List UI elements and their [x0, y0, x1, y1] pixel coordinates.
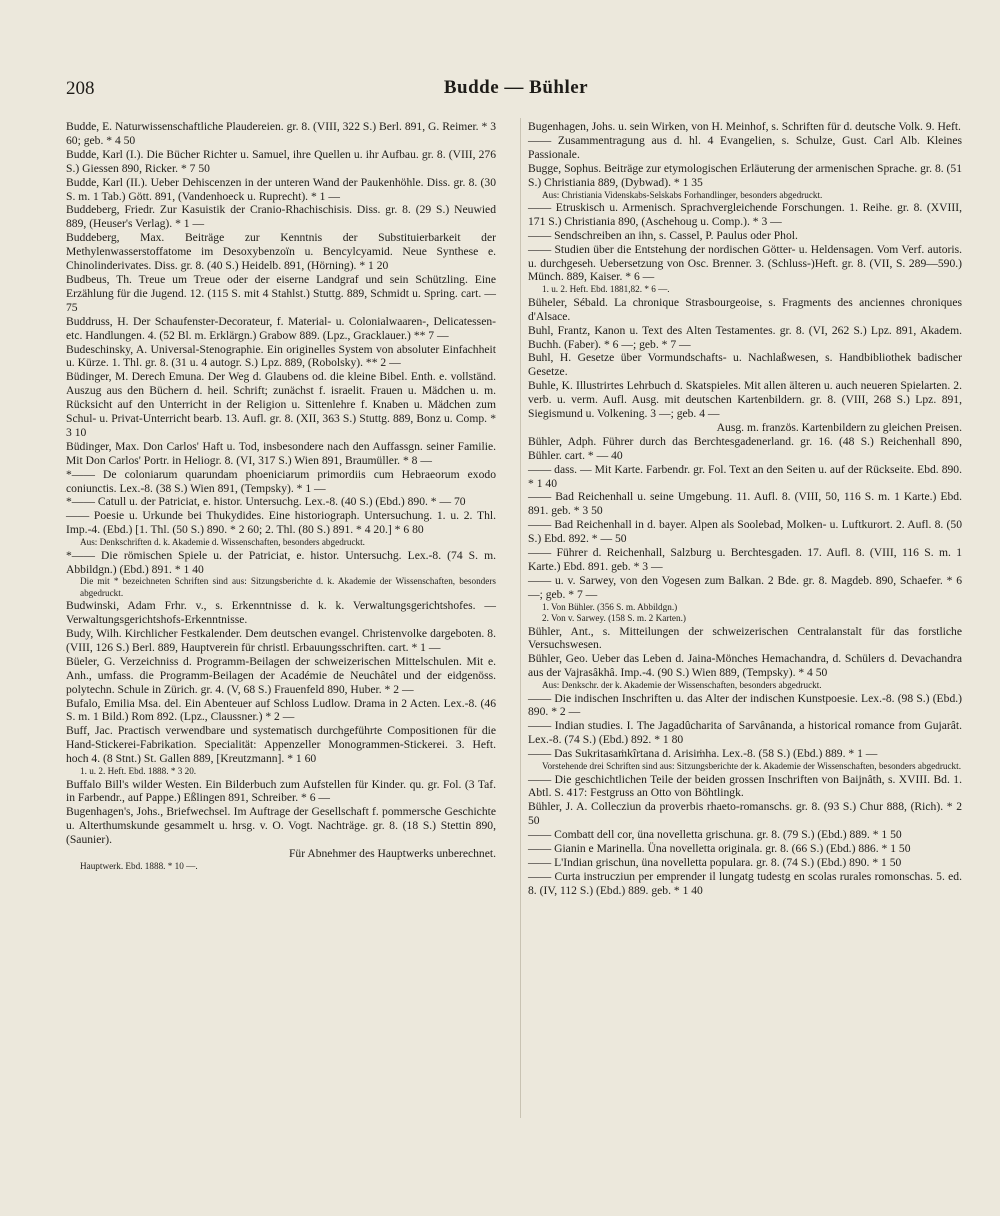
bibliography-entry: —— Combatt dell cor, üna novelletta grischuna. gr. 8. (79 S.) (Ebd.) 889. * 1 50	[528, 828, 902, 842]
entry-note: 1. Von Bühler. (356 S. m. Abbildgn.)	[542, 601, 678, 612]
bibliography-entry: —— Bad Reichenhall in d. bayer. Alpen als Soolebad, Molken- u. Luftkurort. 2. Aufl. 8. (50 S.) Ebd. 892. * — 50	[528, 518, 962, 546]
bibliography-entry: —— Bad Reichenhall u. seine Umgebung. 11. Aufl. 8. (VIII, 50, 116 S. m. 1 Karte.) Ebd. 891. geb. * 3 50	[528, 490, 962, 518]
entry-note: Aus: Denkschriften d. k. Akademie d. Wissenschaften, besonders abgedruckt.	[80, 537, 365, 548]
left-column	[66, 120, 496, 872]
page-header	[66, 78, 966, 106]
bibliography-entry: *—— De coloniarum quarundam phoeniciarum primordiis cum Hebraeorum exodo coniunctis. Lex.-8. (38 S.) Wien 891, (Tempsky). * 1 —	[66, 467, 496, 495]
bibliography-entry: Budwinski, Adam Frhr. v., s. Erkenntnisse d. k. k. Verwaltungsgerichtshofes. — Verwaltungsgerichtshofs-Erkenntnisse.	[66, 599, 496, 627]
bibliography-entry: —— dass. — Mit Karte. Farbendr. gr. Fol. Text an den Seiten u. auf der Rückseite. Ebd. 890. * 1 40	[528, 462, 962, 490]
bibliography-entry: Büdinger, M. Derech Emuna. Der Weg d. Glaubens od. die kleine Bibel. Enth. e. vollständ. Auszug aus den Büchern d. heil. Schrift; zunächst f. israelit. Frauen u. Mädchen u. m. Rücksicht auf den Unterricht in der Religion u. Sittenlehre f. Knaben u. Mädchen zum Schul- u. Privat-Unterricht bearb. 13. Aufl. gr. 8. (XII, 363 S.) Stuttg. 889, Bonz u. Comp. * 3 10	[66, 370, 496, 439]
bibliography-entry: Buddruss, H. Der Schaufenster-Decorateur, f. Material- u. Colonialwaaren-, Delicatessen- etc. Handlungen. 4. (52 Bl. m. Erklärgn.) Grabow 889. (Lpz., Gracklauer.) ** 7 —	[66, 314, 496, 342]
bibliography-entry: Budbeus, Th. Treue um Treue oder der eiserne Landgraf und sein Schützling. Eine Erzählung für die Jugend. 12. (115 S. mit 4 Stahlst.) Stuttg. 889, Schmidt u. Spring. cart. — 75	[66, 272, 496, 314]
column-divider	[520, 118, 521, 1118]
bibliography-entry: Bugenhagen's, Johs., Briefwechsel. Im Auftrage der Gesellschaft f. pommersche Geschichte u. Alterthumskunde gesammelt u. hrsg. v. O. Vogt. Nachträge. gr. 8. (18 S.) Stettin 890, (Saunier).	[66, 805, 496, 847]
bibliography-entry: Budde, E. Naturwissenschaftliche Plaudereien. gr. 8. (VIII, 322 S.) Berl. 891, G. Reimer. * 3 60; geb. * 4 50	[66, 120, 496, 147]
bibliography-entry: Bühler, J. A. Collecziun da proverbis rhaeto-romanschs. gr. 8. (93 S.) Chur 888, (Rich). * 2 50	[528, 800, 962, 828]
bibliography-entry: —— L'Indian grischun, üna novelletta populara. gr. 8. (74 S.) (Ebd.) 890. * 1 50	[528, 855, 902, 869]
bibliography-entry: Buhl, H. Gesetze über Vormundschafts- u. Nachlaßwesen, s. Handbibliothek badischer Gesetze.	[528, 351, 962, 379]
bibliography-entry: Bühler, Ant., s. Mitteilungen der schweizerischen Centralanstalt für das forstliche Versuchswesen.	[528, 624, 962, 652]
entry-note: Vorstehende drei Schriften sind aus: Sitzungsberichte der k. Akademie der Wissenschaften, besonders abgedruckt.	[542, 761, 961, 772]
bibliography-entry: —— Zusammentragung aus d. hl. 4 Evangelien, s. Schulze, Gust. Carl Alb. Kleines Passionale.	[528, 133, 962, 161]
entry-note: 1. u. 2. Heft. Ebd. 1888. * 3 20.	[80, 766, 197, 777]
entry-note: Aus: Christiania Videnskabs-Selskabs Forhandlinger, besonders abgedruckt.	[542, 189, 823, 200]
bibliography-entry: Büdinger, Max. Don Carlos' Haft u. Tod, insbesondere nach den Auffassgn. seiner Familie. Mit Don Carlos' Portr. in Heliogr. 8. (VI, 317 S.) Wien 891, Braumüller. * 8 —	[66, 439, 496, 467]
bibliography-entry: Buddeberg, Max. Beiträge zur Kenntnis der Substituierbarkeit der Methylenwasserstoffatome im Desoxybenzoïn u. Bencylcyamid. Neue Synthese e. Chinolinderivates. Diss. gr. 8. (40 S.) Heidelb. 891, (Hörning). * 1 20	[66, 231, 496, 273]
bibliography-entry: Bugge, Sophus. Beiträge zur etymologischen Erläuterung der armenischen Sprache. gr. 8. (51 S.) Christiania 889, (Dybwad). * 1 35	[528, 161, 963, 189]
bibliography-entry: —— Sendschreiben an ihn, s. Cassel, P. Paulus oder Phol.	[528, 228, 798, 242]
bibliography-entry: —— Die geschichtlichen Teile der beiden grossen Inschriften von Baijnâth, s. XVIII. Bd. 1. Abtl. S. 417: Festgruss an Otto von Böhtlingk.	[528, 772, 962, 800]
entry-remark: Ausg. m. französ. Kartenbildern zu gleichen Preisen.	[716, 420, 962, 434]
bibliography-entry: —— Gianin e Marinella. Üna novelletta originala. gr. 8. (66 S.) (Ebd.) 886. * 1 50	[528, 842, 911, 856]
entry-note: 1. u. 2. Heft. Ebd. 1881,82. * 6 —.	[542, 284, 670, 295]
bibliography-entry: Buffalo Bill's wilder Westen. Ein Bilderbuch zum Aufstellen für Kinder. qu. gr. Fol. (3 Taf. in Farbendr., auf Pappe.) Eßlingen 891, Schreiber. * 6 —	[66, 777, 496, 805]
running-head: Budde — Bühler	[443, 77, 589, 98]
entry-note: Aus: Denkschr. der k. Akademie der Wissenschaften, besonders abgedruckt.	[542, 680, 822, 691]
entry-remark: Für Abnehmer des Hauptwerks unberechnet.	[288, 847, 496, 861]
bibliography-entry: Büheler, Sébald. La chronique Strasbourgeoise, s. Fragments des anciennes chroniques d'Alsace.	[528, 295, 962, 323]
bibliography-entry: Buff, Jac. Practisch verwendbare und systematisch durchgeführte Compositionen für die Hand-Stickerei-Fabrikation. Specialität: Appenzeller Monogrammen-Stickerei. 3. Heft. hoch 4. (8 Stnt.) St. Gallen 889, [Kreutzmann]. * 1 60	[66, 724, 496, 766]
bibliography-entry: Buddeberg, Friedr. Zur Kasuistik der Cranio-Rhachischisis. Diss. gr. 8. (29 S.) Neuwied 889, (Heuser's Verlag). * 1 —	[66, 203, 496, 231]
bibliography-entry: Bühler, Adph. Führer durch das Berchtesgadenerland. gr. 16. (48 S.) Reichenhall 890, Bühler. cart. * — 40	[528, 434, 962, 462]
bibliography-entry: Bühler, Geo. Ueber das Leben d. Jaina-Mönches Hemachandra, d. Schülers d. Devachandra aus der Vajrasâkhâ. Imp.-4. (90 S.) Wien 889, (Tempsky). * 4 50	[528, 652, 962, 680]
bibliography-entry: Bufalo, Emilia Msa. del. Ein Abenteuer auf Schloss Ludlow. Drama in 2 Acten. Lex.-8. (46 S. m. 1 Bild.) Rom 892. (Lpz., Claussner.) * 2 —	[66, 696, 496, 724]
bibliography-entry: —— Studien über die Entstehung der nordischen Götter- u. Heldensagen. Vom Verf. autoris. u. durchgeseh. Uebersetzung von Osc. Brenner. 3. (Schluss-)Heft. gr. 8. (VII, S. 289—590.) Münch. 889, Kaiser. * 6 —	[528, 242, 962, 284]
entry-note: Die mit * bezeichneten Schriften sind aus: Sitzungsberichte d. k. Akademie der Wissenschaften, besonders abgedruckt.	[80, 576, 496, 598]
bibliography-entry: Budeschinsky, A. Universal-Stenographie. Ein originelles System von absoluter Einfachheit u. Kürze. 1. Thl. gr. 8. (31 u. 4 autogr. S.) Lpz. 889, (Robolsky). ** 2 —	[66, 342, 496, 370]
bibliography-entry: —— Poesie u. Urkunde bei Thukydides. Eine historiograph. Untersuchung. 1. u. 2. Thl. Imp.-4. (Ebd.) [1. Thl. (50 S.) 890. * 2 60; 2. Thl. (80 S.) 891. * 4 20.] * 6 80	[66, 509, 496, 537]
bibliography-entry: —— u. v. Sarwey, von den Vogesen zum Balkan. 2 Bde. gr. 8. Magdeb. 890, Schaefer. * 6 —; geb. * 7 —	[528, 573, 962, 601]
bibliography-entry: *—— Die römischen Spiele u. der Patriciat, e. histor. Untersuchg. Lex.-8. (74 S. m. Abbildgn.) (Ebd.) 891. * 1 40	[66, 548, 496, 576]
bibliography-entry: —— Etruskisch u. Armenisch. Sprachvergleichende Forschungen. 1. Reihe. gr. 8. (XVIII, 171 S.) Christiania 890, (Aschehoug u. Comp.). * 3 —	[528, 200, 962, 228]
bibliography-entry: Budde, Karl (II.). Ueber Dehiscenzen in der unteren Wand der Paukenhöhle. Diss. gr. 8. (30 S. m. 1 Tab.) Gött. 891, (Vandenhoeck u. Ruprecht). * 1 —	[66, 175, 496, 203]
bibliography-entry: Buhl, Frantz, Kanon u. Text des Alten Testamentes. gr. 8. (VI, 262 S.) Lpz. 891, Akadem. Buchh. (Faber). * 6 —; geb. * 7 —	[528, 323, 962, 351]
bibliography-entry: Büeler, G. Verzeichniss d. Programm-Beilagen der schweizerischen Mittelschulen. Mit e. Anh., umfass. die Programm-Beilagen der Académie de Neuchâtel und der eidgenöss. polytechn. Schule in Zürich. gr. 4. (V, 68 S.) Frauenfeld 890, Huber. * 2 —	[66, 654, 496, 696]
bibliography-entry: Budy, Wilh. Kirchlicher Festkalender. Dem deutschen evangel. Christenvolke dargeboten. 8. (VIII, 126 S.) Berl. 889, Hauptverein für christl. Erbauungsschriften. cart. * 1 —	[66, 627, 496, 654]
bibliography-entry: —— Das Sukritasaṁkîrtana d. Arisiṁha. Lex.-8. (58 S.) (Ebd.) 889. * 1 —	[528, 747, 878, 761]
bibliography-entry: Budde, Karl (I.). Die Bücher Richter u. Samuel, ihre Quellen u. ihr Aufbau. gr. 8. (VIII, 276 S.) Giessen 890, Ricker. * 7 50	[66, 147, 496, 175]
bibliography-entry: *—— Catull u. der Patriciat, e. histor. Untersuchg. Lex.-8. (40 S.) (Ebd.) 890. * — 70	[66, 495, 466, 509]
right-column	[528, 120, 962, 898]
bibliography-entry: —— Die indischen Inschriften u. das Alter der indischen Kunstpoesie. Lex.-8. (98 S.) (Ebd.) 890. * 2 —	[528, 691, 962, 719]
page-number: 208	[66, 78, 95, 99]
bibliography-entry: Buhle, K. Illustrirtes Lehrbuch d. Skatspieles. Mit allen älteren u. auch neueren Spielarten. 2. verb. u. verm. Aufl. Ausg. mit deutschen Kartenbildern. gr. 8. (VIII, 268 S.) Lpz. 891, Siegismund u. Volkening. 3 —; geb. 4 —	[528, 379, 962, 421]
bibliography-entry: —— Führer d. Reichenhall, Salzburg u. Berchtesgaden. 17. Aufl. 8. (VIII, 116 S. m. 1 Karte.) Ebd. 891. geb. * 3 —	[528, 546, 962, 573]
bibliography-entry: Bugenhagen, Johs. u. sein Wirken, von H. Meinhof, s. Schriften für d. deutsche Volk. 9. Heft.	[528, 120, 961, 133]
bibliography-entry: —— Curta instrucziun per emprender il lungatg tudestg en scolas rurales romonschas. 5. ed. 8. (IV, 112 S.) (Ebd.) 889. geb. * 1 40	[528, 869, 962, 897]
bibliography-entry: —— Indian studies. I. The Jagadûcharita of Sarvânanda, a historical romance from Gujarât. Lex.-8. (74 S.) (Ebd.) 892. * 1 80	[528, 719, 962, 747]
entry-note: 2. Von v. Sarwey. (158 S. m. 2 Karten.)	[542, 613, 686, 624]
entry-note: Hauptwerk. Ebd. 1888. * 10 —.	[80, 860, 198, 871]
